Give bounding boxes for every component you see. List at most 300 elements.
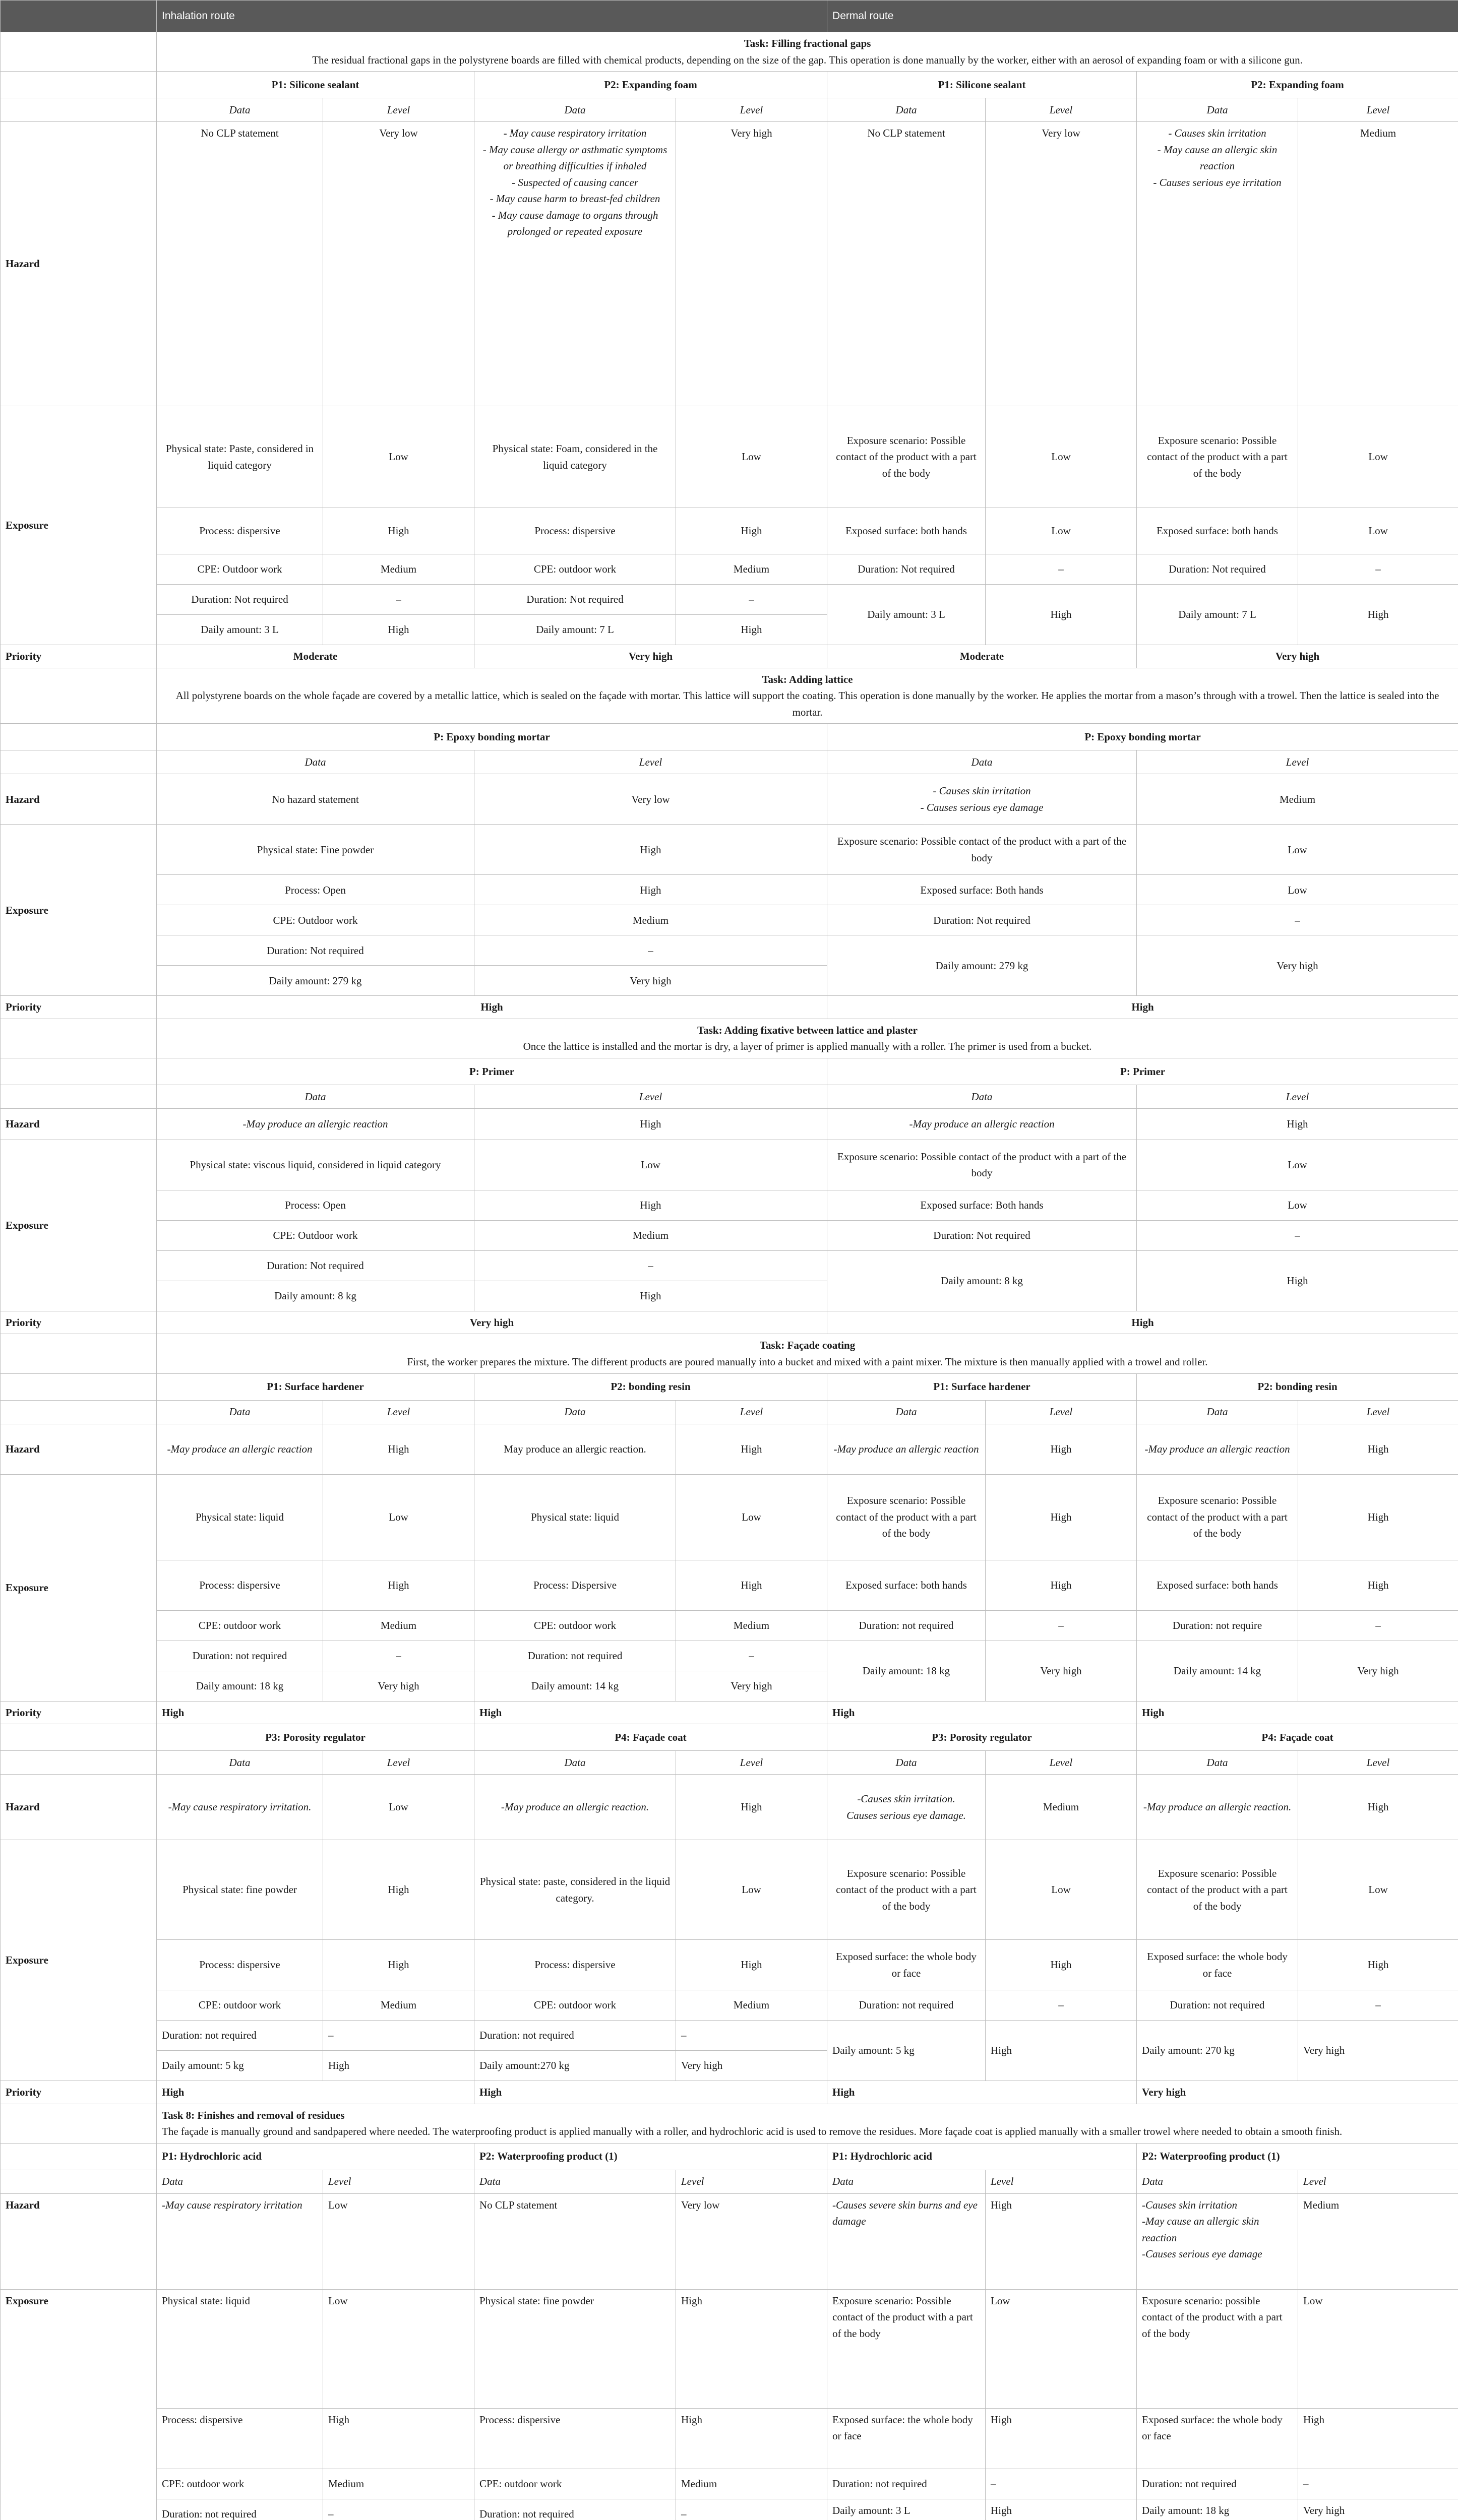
exposure-data: Daily amount: 18 kg (827, 1641, 986, 1701)
exposure-row (1, 406, 1458, 508)
exposure-level: Low (986, 508, 1137, 554)
exposure-row (1, 2469, 1458, 2499)
level-header: Level (676, 1400, 827, 1424)
hazard-data: May produce an allergic reaction. (474, 1424, 676, 1474)
hazard-data: No CLP statement (474, 2193, 676, 2289)
priority-value: High (827, 996, 1458, 1019)
exposure-data: CPE: outdoor work (474, 554, 676, 585)
exposure-level: High (323, 1560, 474, 1610)
level-header: Level (986, 1751, 1137, 1775)
exposure-data: Daily amount: 5 kg (827, 2021, 986, 2081)
exposure-level: Very high (676, 1671, 827, 1701)
exposure-level: High (676, 1560, 827, 1610)
level-header: Level (986, 1400, 1137, 1424)
exposure-level: Low (1137, 1140, 1458, 1190)
exposure-level: Low (1298, 406, 1458, 508)
exposure-level: High (676, 508, 827, 554)
exposure-level: – (323, 2021, 474, 2051)
exposure-level: High (323, 1840, 474, 1940)
exposure-data: Process: dispersive (157, 2408, 323, 2469)
exposure-level: High (1137, 1250, 1458, 1311)
data-header: Data (827, 1085, 1137, 1108)
exposure-level: High (1298, 585, 1458, 645)
exposure-data: Physical state: Paste, considered in liquid category (157, 406, 323, 508)
exposure-label: Exposure (1, 406, 157, 645)
exposure-data: Duration: not required (827, 1610, 986, 1641)
level-header: Level (676, 1751, 827, 1775)
exposure-level: – (474, 935, 827, 966)
exposure-data: Exposure scenario: possible contact of the product with a part of the body (1137, 2289, 1298, 2408)
exposure-data: Duration: Not required (157, 935, 474, 966)
level-header: Level (323, 1400, 474, 1424)
data-header: Data (474, 98, 676, 122)
data-header: Data (1137, 98, 1298, 122)
hazard-row (1, 774, 1458, 825)
exposure-level: High (323, 508, 474, 554)
exposure-level: High (1298, 1474, 1458, 1560)
data-header: Data (827, 1400, 986, 1424)
hazard-row (1, 1108, 1458, 1140)
product-header-row (1, 724, 1458, 750)
exposure-level: – (474, 1250, 827, 1281)
exposure-data: Daily amount: 8 kg (827, 1250, 1137, 1311)
exposure-data: Daily amount: 14 kg (474, 1671, 676, 1701)
exposure-data: Physical state: paste, considered in the liquid category. (474, 1840, 676, 1940)
exposure-level: Low (1137, 875, 1458, 905)
level-header: Level (676, 98, 827, 122)
exposure-data: Daily amount: 14 kg (1137, 1641, 1298, 1701)
exposure-row (1, 1940, 1458, 1990)
exposure-data: Duration: not require (1137, 1610, 1298, 1641)
exposure-level: Medium (676, 1990, 827, 2021)
exposure-row (1, 1250, 1458, 1281)
product-name: P1: Surface hardener (827, 1373, 1137, 1400)
exposure-data: CPE: Outdoor work (157, 1220, 474, 1250)
level-header: Level (1298, 1751, 1458, 1775)
product-name: P4: Façade coat (474, 1724, 827, 1751)
task-row (1, 1019, 1458, 1058)
data-header: Data (827, 750, 1137, 774)
hazard-level: Very low (676, 2193, 827, 2289)
exposure-data: Duration: not required (157, 2499, 323, 2520)
exposure-data: CPE: Outdoor work (157, 554, 323, 585)
exposure-label: Exposure (1, 825, 157, 996)
level-header: Level (1298, 98, 1458, 122)
hazard-data: No CLP statement (157, 122, 323, 406)
level-header: Level (323, 1751, 474, 1775)
task-description (157, 1334, 1458, 1373)
exposure-data: Duration: Not required (827, 1220, 1137, 1250)
task-title: Task: Adding fixative between lattice and plaster (697, 1024, 918, 1036)
data-header: Data (474, 2170, 676, 2193)
header-blank (1, 1, 157, 32)
task-row (1, 1334, 1458, 1373)
exposure-data: Physical state: liquid (157, 2289, 323, 2408)
product-name: P2: bonding resin (474, 1373, 827, 1400)
product-name: P1: Silicone sealant (827, 72, 1137, 98)
exposure-data: Physical state: liquid (474, 1474, 676, 1560)
exposure-data: Daily amount: 279 kg (157, 966, 474, 996)
task-description (157, 32, 1458, 72)
exposure-row (1, 1190, 1458, 1220)
exposure-level: – (986, 1990, 1137, 2021)
exposure-row (1, 1140, 1458, 1190)
hazard-label: Hazard (1, 2193, 157, 2289)
hazard-data: -Causes skin irritation. Causes serious eye damage. (827, 1775, 986, 1840)
product-header-row (1, 72, 1458, 98)
hazard-level: Very low (323, 122, 474, 406)
hazard-level: Low (323, 1775, 474, 1840)
data-header: Data (474, 1400, 676, 1424)
hazard-level: High (1298, 1775, 1458, 1840)
data-header: Data (157, 1751, 323, 1775)
exposure-row (1, 905, 1458, 935)
exposure-data: Exposure scenario: Possible contact of the product with a part of the body (827, 1840, 986, 1940)
exposure-label: Exposure (1, 1840, 157, 2081)
exposure-level: High (986, 2021, 1137, 2081)
exposure-level: High (323, 2408, 474, 2469)
exposure-data: Duration: Not required (1137, 554, 1298, 585)
inhalation-route-header: Inhalation route (157, 1, 827, 32)
hazard-data: -May produce an allergic reaction (827, 1108, 1137, 1140)
hazard-level: High (986, 1424, 1137, 1474)
exposure-row (1, 508, 1458, 554)
exposure-level: – (323, 1641, 474, 1671)
exposure-level: – (323, 585, 474, 615)
hazard-data: -May cause respiratory irritation (157, 2193, 323, 2289)
exposure-level: High (474, 1190, 827, 1220)
exposure-data: Duration: not required (474, 1641, 676, 1671)
hazard-label: Hazard (1, 1108, 157, 1140)
exposure-row (1, 2021, 1458, 2051)
exposure-row (1, 1560, 1458, 1610)
data-header: Data (827, 98, 986, 122)
priority-label: Priority (1, 1311, 157, 1334)
priority-row (1, 645, 1458, 668)
priority-value: High (827, 1701, 1137, 1724)
exposure-row (1, 1220, 1458, 1250)
priority-value: High (1137, 1701, 1458, 1724)
exposure-data: Physical state: liquid (157, 1474, 323, 1560)
exposure-row (1, 1641, 1458, 1671)
exposure-level: – (1298, 2469, 1458, 2499)
exposure-data: Exposure scenario: Possible contact of the product with a part of the body (827, 406, 986, 508)
data-header: Data (157, 1085, 474, 1108)
task-description (157, 2104, 1458, 2143)
product-name: P4: Façade coat (1137, 1724, 1458, 1751)
data-header: Data (827, 2170, 986, 2193)
hazard-data: -Causes skin irritation -May cause an allergic skin reaction -Causes serious eye damage (1137, 2193, 1298, 2289)
hazard-data: - Causes skin irritation - May cause an allergic skin reaction - Causes serious eye irritation (1137, 122, 1298, 406)
priority-value: Very high (1137, 645, 1458, 668)
exposure-level: High (676, 2289, 827, 2408)
level-header: Level (474, 1085, 827, 1108)
data-header: Data (157, 98, 323, 122)
exposure-data: Daily amount:270 kg (474, 2051, 676, 2081)
priority-row (1, 996, 1458, 1019)
exposure-level: Low (1137, 1190, 1458, 1220)
hazard-data: -May produce an allergic reaction (157, 1108, 474, 1140)
exposure-level: – (1298, 1990, 1458, 2021)
exposure-level: Medium (676, 2469, 827, 2499)
exposure-data: CPE: outdoor work (474, 1610, 676, 1641)
priority-value: High (157, 1701, 474, 1724)
exposure-level: Low (474, 1140, 827, 1190)
exposure-data: Exposed surface: the whole body or face (1137, 2408, 1298, 2469)
exposure-data: Physical state: Fine powder (157, 825, 474, 875)
exposure-data: Daily amount: 7 L (1137, 585, 1298, 645)
exposure-level: – (986, 1610, 1137, 1641)
exposure-level: – (676, 585, 827, 615)
exposure-row (1, 2408, 1458, 2469)
priority-value: Very high (1137, 2081, 1458, 2104)
exposure-data: Process: dispersive (474, 2408, 676, 2469)
exposure-data: Daily amount: 3 L (827, 2499, 986, 2520)
exposure-level: High (986, 2408, 1137, 2469)
exposure-level: Medium (323, 1990, 474, 2021)
exposure-data: Exposed surface: the whole body or face (827, 1940, 986, 1990)
exposure-data: Daily amount: 3 L (827, 585, 986, 645)
hazard-level: High (323, 1424, 474, 1474)
hazard-level: High (474, 1108, 827, 1140)
exposure-data: Process: dispersive (474, 1940, 676, 1990)
task-row (1, 668, 1458, 724)
exposure-data: Daily amount: 8 kg (157, 1281, 474, 1311)
exposure-level: High (323, 615, 474, 645)
hazard-label: Hazard (1, 1424, 157, 1474)
exposure-data: Duration: Not required (474, 585, 676, 615)
exposure-level: Very high (986, 1641, 1137, 1701)
data-level-row (1, 1400, 1458, 1424)
exposure-level: Low (1137, 825, 1458, 875)
exposure-data: Daily amount: 270 kg (1137, 2021, 1298, 2081)
task-title: Task: Façade coating (759, 1339, 856, 1352)
priority-label: Priority (1, 996, 157, 1019)
exposure-row (1, 585, 1458, 615)
hazard-level: Medium (1137, 774, 1458, 825)
exposure-data: Process: Open (157, 1190, 474, 1220)
exposure-data: Duration: not required (1137, 2469, 1298, 2499)
exposure-level: – (676, 1641, 827, 1671)
exposure-level: – (986, 554, 1137, 585)
exposure-level: High (676, 1940, 827, 1990)
data-header: Data (157, 750, 474, 774)
exposure-level: – (1298, 554, 1458, 585)
exposure-level: High (986, 1474, 1137, 1560)
data-header: Data (1137, 2170, 1298, 2193)
hazard-data: No CLP statement (827, 122, 986, 406)
exposure-level: Low (323, 406, 474, 508)
exposure-data: Process: dispersive (157, 1560, 323, 1610)
exposure-data: Exposed surface: Both hands (827, 875, 1137, 905)
priority-value: Moderate (157, 645, 474, 668)
exposure-row (1, 1474, 1458, 1560)
priority-row (1, 1311, 1458, 1334)
exposure-level: Very high (1298, 2499, 1458, 2520)
exposure-data: Process: dispersive (157, 508, 323, 554)
product-name: P1: Hydrochloric acid (827, 2143, 1137, 2170)
priority-value: Moderate (827, 645, 1137, 668)
task-title: Task: Adding lattice (762, 673, 853, 685)
exposure-level: Low (676, 406, 827, 508)
exposure-data: CPE: outdoor work (157, 2469, 323, 2499)
exposure-data: Exposed surface: the whole body or face (827, 2408, 986, 2469)
priority-value: High (157, 2081, 474, 2104)
exposure-level: Low (323, 1474, 474, 1560)
exposure-data: Daily amount: 18 kg (157, 1671, 323, 1701)
product-name: P1: Surface hardener (157, 1373, 474, 1400)
data-header: Data (157, 1400, 323, 1424)
hazard-label: Hazard (1, 122, 157, 406)
priority-value: High (827, 2081, 1137, 2104)
task-title: Task 8: Finishes and removal of residues (162, 2109, 345, 2121)
exposure-data: Exposed surface: both hands (1137, 1560, 1298, 1610)
exposure-row (1, 825, 1458, 875)
exposure-level: Medium (676, 554, 827, 585)
task-text: The residual fractional gaps in the polystyrene boards are filled with chemical products, depending on the size of the gap. This operation is done manually by the worker, either with an aerosol of expanding foam or with a silicone gun. (312, 53, 1303, 66)
exposure-row (1, 875, 1458, 905)
exposure-data: Exposure scenario: Possible contact of the product with a part of the body (827, 1140, 1137, 1190)
exposure-data: Daily amount: 279 kg (827, 935, 1137, 996)
task-text: The façade is manually ground and sandpapered where needed. The waterproofing product is applied manually with a roller, and hydrochloric acid is used to remove the residues. More façade coat is applied manually with a smaller trowel where needed to obtain a smooth finish. (162, 2125, 1343, 2138)
exposure-level: Medium (474, 1220, 827, 1250)
hazard-data: - Causes skin irritation - Causes serious eye damage (827, 774, 1137, 825)
exposure-level: – (1137, 1220, 1458, 1250)
product-name: P2: Waterproofing product (1) (474, 2143, 827, 2170)
task-text: Once the lattice is installed and the mortar is dry, a layer of primer is applied manually with a roller. The primer is used from a bucket. (523, 1040, 1092, 1053)
product-name: P: Primer (157, 1058, 827, 1085)
product-name: P2: Waterproofing product (1) (1137, 2143, 1458, 2170)
exposure-level: Medium (676, 1610, 827, 1641)
exposure-level: Very high (323, 1671, 474, 1701)
priority-value: High (474, 1701, 827, 1724)
hazard-level: Medium (986, 1775, 1137, 1840)
hazard-level: Low (323, 2193, 474, 2289)
exposure-data: Duration: Not required (157, 585, 323, 615)
level-header: Level (1137, 1085, 1458, 1108)
exposure-row (1, 1610, 1458, 1641)
hazard-level: High (1298, 1424, 1458, 1474)
exposure-level: High (1298, 2408, 1458, 2469)
exposure-data: Exposure scenario: Possible contact of the product with a part of the body (827, 2289, 986, 2408)
exposure-level: Low (986, 2289, 1137, 2408)
hazard-row (1, 2193, 1458, 2289)
hazard-row (1, 1775, 1458, 1840)
exposure-data: Process: dispersive (474, 508, 676, 554)
exposure-level: Low (323, 2289, 474, 2408)
exposure-level: High (986, 1940, 1137, 1990)
hazard-data: -Causes severe skin burns and eye damage (827, 2193, 986, 2289)
priority-value: Very high (474, 645, 827, 668)
exposure-level: High (323, 1940, 474, 1990)
exposure-level: High (474, 1281, 827, 1311)
exposure-level: Medium (474, 905, 827, 935)
priority-value: Very high (157, 1311, 827, 1334)
exposure-data: Exposed surface: both hands (827, 1560, 986, 1610)
level-header: Level (1298, 2170, 1458, 2193)
exposure-level: High (986, 585, 1137, 645)
exposure-data: Exposure scenario: Possible contact of the product with a part of the body (1137, 1840, 1298, 1940)
hazard-row (1, 122, 1458, 406)
exposure-level: – (1298, 1610, 1458, 1641)
exposure-level: Medium (323, 554, 474, 585)
exposure-label: Exposure (1, 2289, 157, 2520)
exposure-row (1, 2289, 1458, 2408)
task-title: Task: Filling fractional gaps (744, 37, 871, 49)
data-header: Data (157, 2170, 323, 2193)
product-header-row (1, 1724, 1458, 1751)
exposure-data: Exposure scenario: Possible contact of the product with a part of the body (1137, 406, 1298, 508)
product-name: P2: bonding resin (1137, 1373, 1458, 1400)
exposure-data: Process: Dispersive (474, 1560, 676, 1610)
priority-label: Priority (1, 2081, 157, 2104)
exposure-data: Physical state: viscous liquid, considered in liquid category (157, 1140, 474, 1190)
hazard-level: Medium (1298, 2193, 1458, 2289)
task-description (157, 668, 1458, 724)
data-level-row (1, 1751, 1458, 1775)
data-level-row (1, 1085, 1458, 1108)
exposure-data: Exposure scenario: Possible contact of the product with a part of the body (1137, 1474, 1298, 1560)
exposure-data: Process: dispersive (157, 1940, 323, 1990)
dermal-route-header: Dermal route (827, 1, 1458, 32)
level-header: Level (1298, 1400, 1458, 1424)
exposure-data: Exposed surface: Both hands (827, 1190, 1137, 1220)
exposure-row (1, 935, 1458, 966)
exposure-level: Low (1298, 2289, 1458, 2408)
exposure-data: CPE: outdoor work (157, 1990, 323, 2021)
exposure-data: Exposed surface: both hands (1137, 508, 1298, 554)
exposure-data: Duration: Not required (157, 1250, 474, 1281)
product-header-row (1, 1373, 1458, 1400)
exposure-level: High (323, 2051, 474, 2081)
exposure-data: Exposed surface: both hands (827, 508, 986, 554)
exposure-data: Duration: not required (827, 2469, 986, 2499)
exposure-data: Daily amount: 18 kg (1137, 2499, 1298, 2520)
level-header: Level (676, 2170, 827, 2193)
exposure-data: Exposure scenario: Possible contact of the product with a part of the body (827, 1474, 986, 1560)
product-name: P: Primer (827, 1058, 1458, 1085)
priority-row (1, 2081, 1458, 2104)
exposure-data: Process: Open (157, 875, 474, 905)
task-description (157, 1019, 1458, 1058)
exposure-level: Very high (1137, 935, 1458, 996)
hazard-data: -May produce an allergic reaction (157, 1424, 323, 1474)
data-level-row (1, 2170, 1458, 2193)
data-header: Data (827, 1751, 986, 1775)
hazard-data: - May cause respiratory irritation - May cause allergy or asthmatic symptoms or breathing difficulties if inhaled - Suspected of causing cancer - May cause harm to breast-fed children - May cause damage to organs through prolonged or repeated exposure (474, 122, 676, 406)
exposure-level: High (986, 2499, 1137, 2520)
product-name: P2: Expanding foam (474, 72, 827, 98)
exposure-data: Exposed surface: the whole body or face (1137, 1940, 1298, 1990)
exposure-level: Low (676, 1474, 827, 1560)
exposure-data: Duration: not required (1137, 1990, 1298, 2021)
data-level-row (1, 750, 1458, 774)
hazard-data: -May produce an allergic reaction (1137, 1424, 1298, 1474)
product-name: P: Epoxy bonding mortar (157, 724, 827, 750)
exposure-level: Medium (323, 1610, 474, 1641)
exposure-level: Low (986, 406, 1137, 508)
exposure-data: Duration: not required (474, 2021, 676, 2051)
hazard-data: -May produce an allergic reaction. (1137, 1775, 1298, 1840)
exposure-data: Physical state: fine powder (474, 2289, 676, 2408)
exposure-level: – (676, 2021, 827, 2051)
exposure-level: High (474, 875, 827, 905)
exposure-level: Low (1298, 1840, 1458, 1940)
exposure-level: Low (1298, 508, 1458, 554)
hazard-level: High (986, 2193, 1137, 2289)
exposure-level: Very high (1298, 2021, 1458, 2081)
product-name: P3: Porosity regulator (827, 1724, 1137, 1751)
